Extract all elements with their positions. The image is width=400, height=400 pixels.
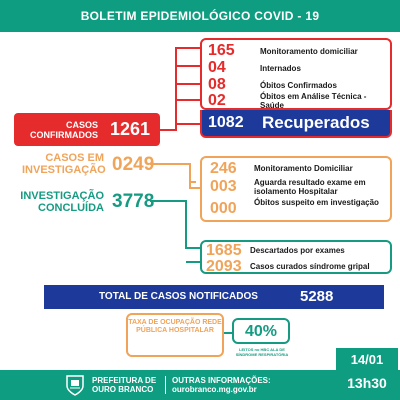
detail-value: 003 xyxy=(210,178,237,195)
detail-value: 000 xyxy=(210,200,237,217)
confirmed-label: CASOS CONFIRMADOS xyxy=(30,120,98,140)
recovered-value: 1082 xyxy=(208,114,244,131)
detail-value: 04 xyxy=(208,59,226,76)
detail-value: 02 xyxy=(208,92,226,109)
page-title: BOLETIM EPIDEMIOLÓGICO COVID - 19 xyxy=(80,9,320,23)
detail-row xyxy=(210,160,353,178)
detail-label: Internados xyxy=(260,64,301,73)
green-connector xyxy=(150,201,200,262)
concluded-details-box xyxy=(200,240,392,274)
investigation-value: 0249 xyxy=(112,154,155,175)
detail-label: Monitoramento domiciliar xyxy=(260,47,358,56)
footer-bar xyxy=(0,370,400,400)
confirmed-value: 1261 xyxy=(110,119,151,139)
confirmed-cases-box xyxy=(14,113,160,146)
detail-row xyxy=(210,198,379,218)
prefeitura-label: PREFEITURA DE OURO BRANCO xyxy=(92,376,157,394)
occupancy-box xyxy=(126,313,224,357)
detail-row xyxy=(208,42,358,60)
confirmed-details-box xyxy=(200,38,392,110)
info-url[interactable]: ourobranco.mg.gov.br xyxy=(172,385,257,394)
total-bar xyxy=(44,285,384,309)
total-label: TOTAL DE CASOS NOTIFICADOS xyxy=(99,291,258,302)
detail-label: Descartados por exames xyxy=(250,246,345,255)
detail-row xyxy=(206,258,370,276)
detail-row xyxy=(208,92,367,110)
detail-value: 1685 xyxy=(206,242,242,259)
detail-label: Casos curados síndrome gripal xyxy=(250,262,370,271)
investigation-details-box xyxy=(200,156,392,222)
date-box xyxy=(336,348,398,370)
detail-value: 246 xyxy=(210,160,237,177)
footer-divider xyxy=(165,376,166,394)
info-block xyxy=(172,376,271,394)
detail-label: Óbitos Confirmados xyxy=(260,81,337,90)
orange-connector xyxy=(150,164,200,188)
detail-label: Óbitos suspeito em investigação xyxy=(254,198,379,207)
detail-value: 165 xyxy=(208,42,235,59)
occupancy-value: 40% xyxy=(244,323,278,340)
detail-label: Óbitos em Análise Técnica - Saúde xyxy=(260,92,367,110)
occupancy-value-box xyxy=(232,318,290,344)
detail-row xyxy=(210,178,366,196)
date-value: 14/01 xyxy=(350,352,384,367)
detail-label: Monitoramento Domiciliar xyxy=(254,164,353,173)
time-value: 13h30 xyxy=(347,375,387,391)
detail-value: 08 xyxy=(208,76,226,93)
info-title: OUTRAS INFORMAÇÕES: xyxy=(172,376,271,385)
recovered-bar xyxy=(200,110,392,138)
red-connector xyxy=(160,48,200,130)
recovered-label: Recuperados xyxy=(262,113,370,132)
detail-row xyxy=(208,59,301,77)
occupancy-label: TAXA DE OCUPAÇÃO REDE PÚBLICA HOSPITALAR xyxy=(128,319,222,334)
occupancy-note: LEITOS no HBC ALA DE SÍNDROME RESPIRATÓRIA xyxy=(235,347,289,357)
investigation-label: CASOS EM INVESTIGAÇÃO xyxy=(22,152,106,176)
city-crest-icon xyxy=(64,374,86,396)
total-value: 5288 xyxy=(300,288,334,305)
concluded-value: 3778 xyxy=(112,191,155,212)
detail-label: Aguarda resultado exame em isolamento Hospitalar xyxy=(254,178,366,196)
detail-value: 2093 xyxy=(206,258,242,275)
concluded-label: INVESTIGAÇÃO CONCLUÍDA xyxy=(20,190,104,214)
